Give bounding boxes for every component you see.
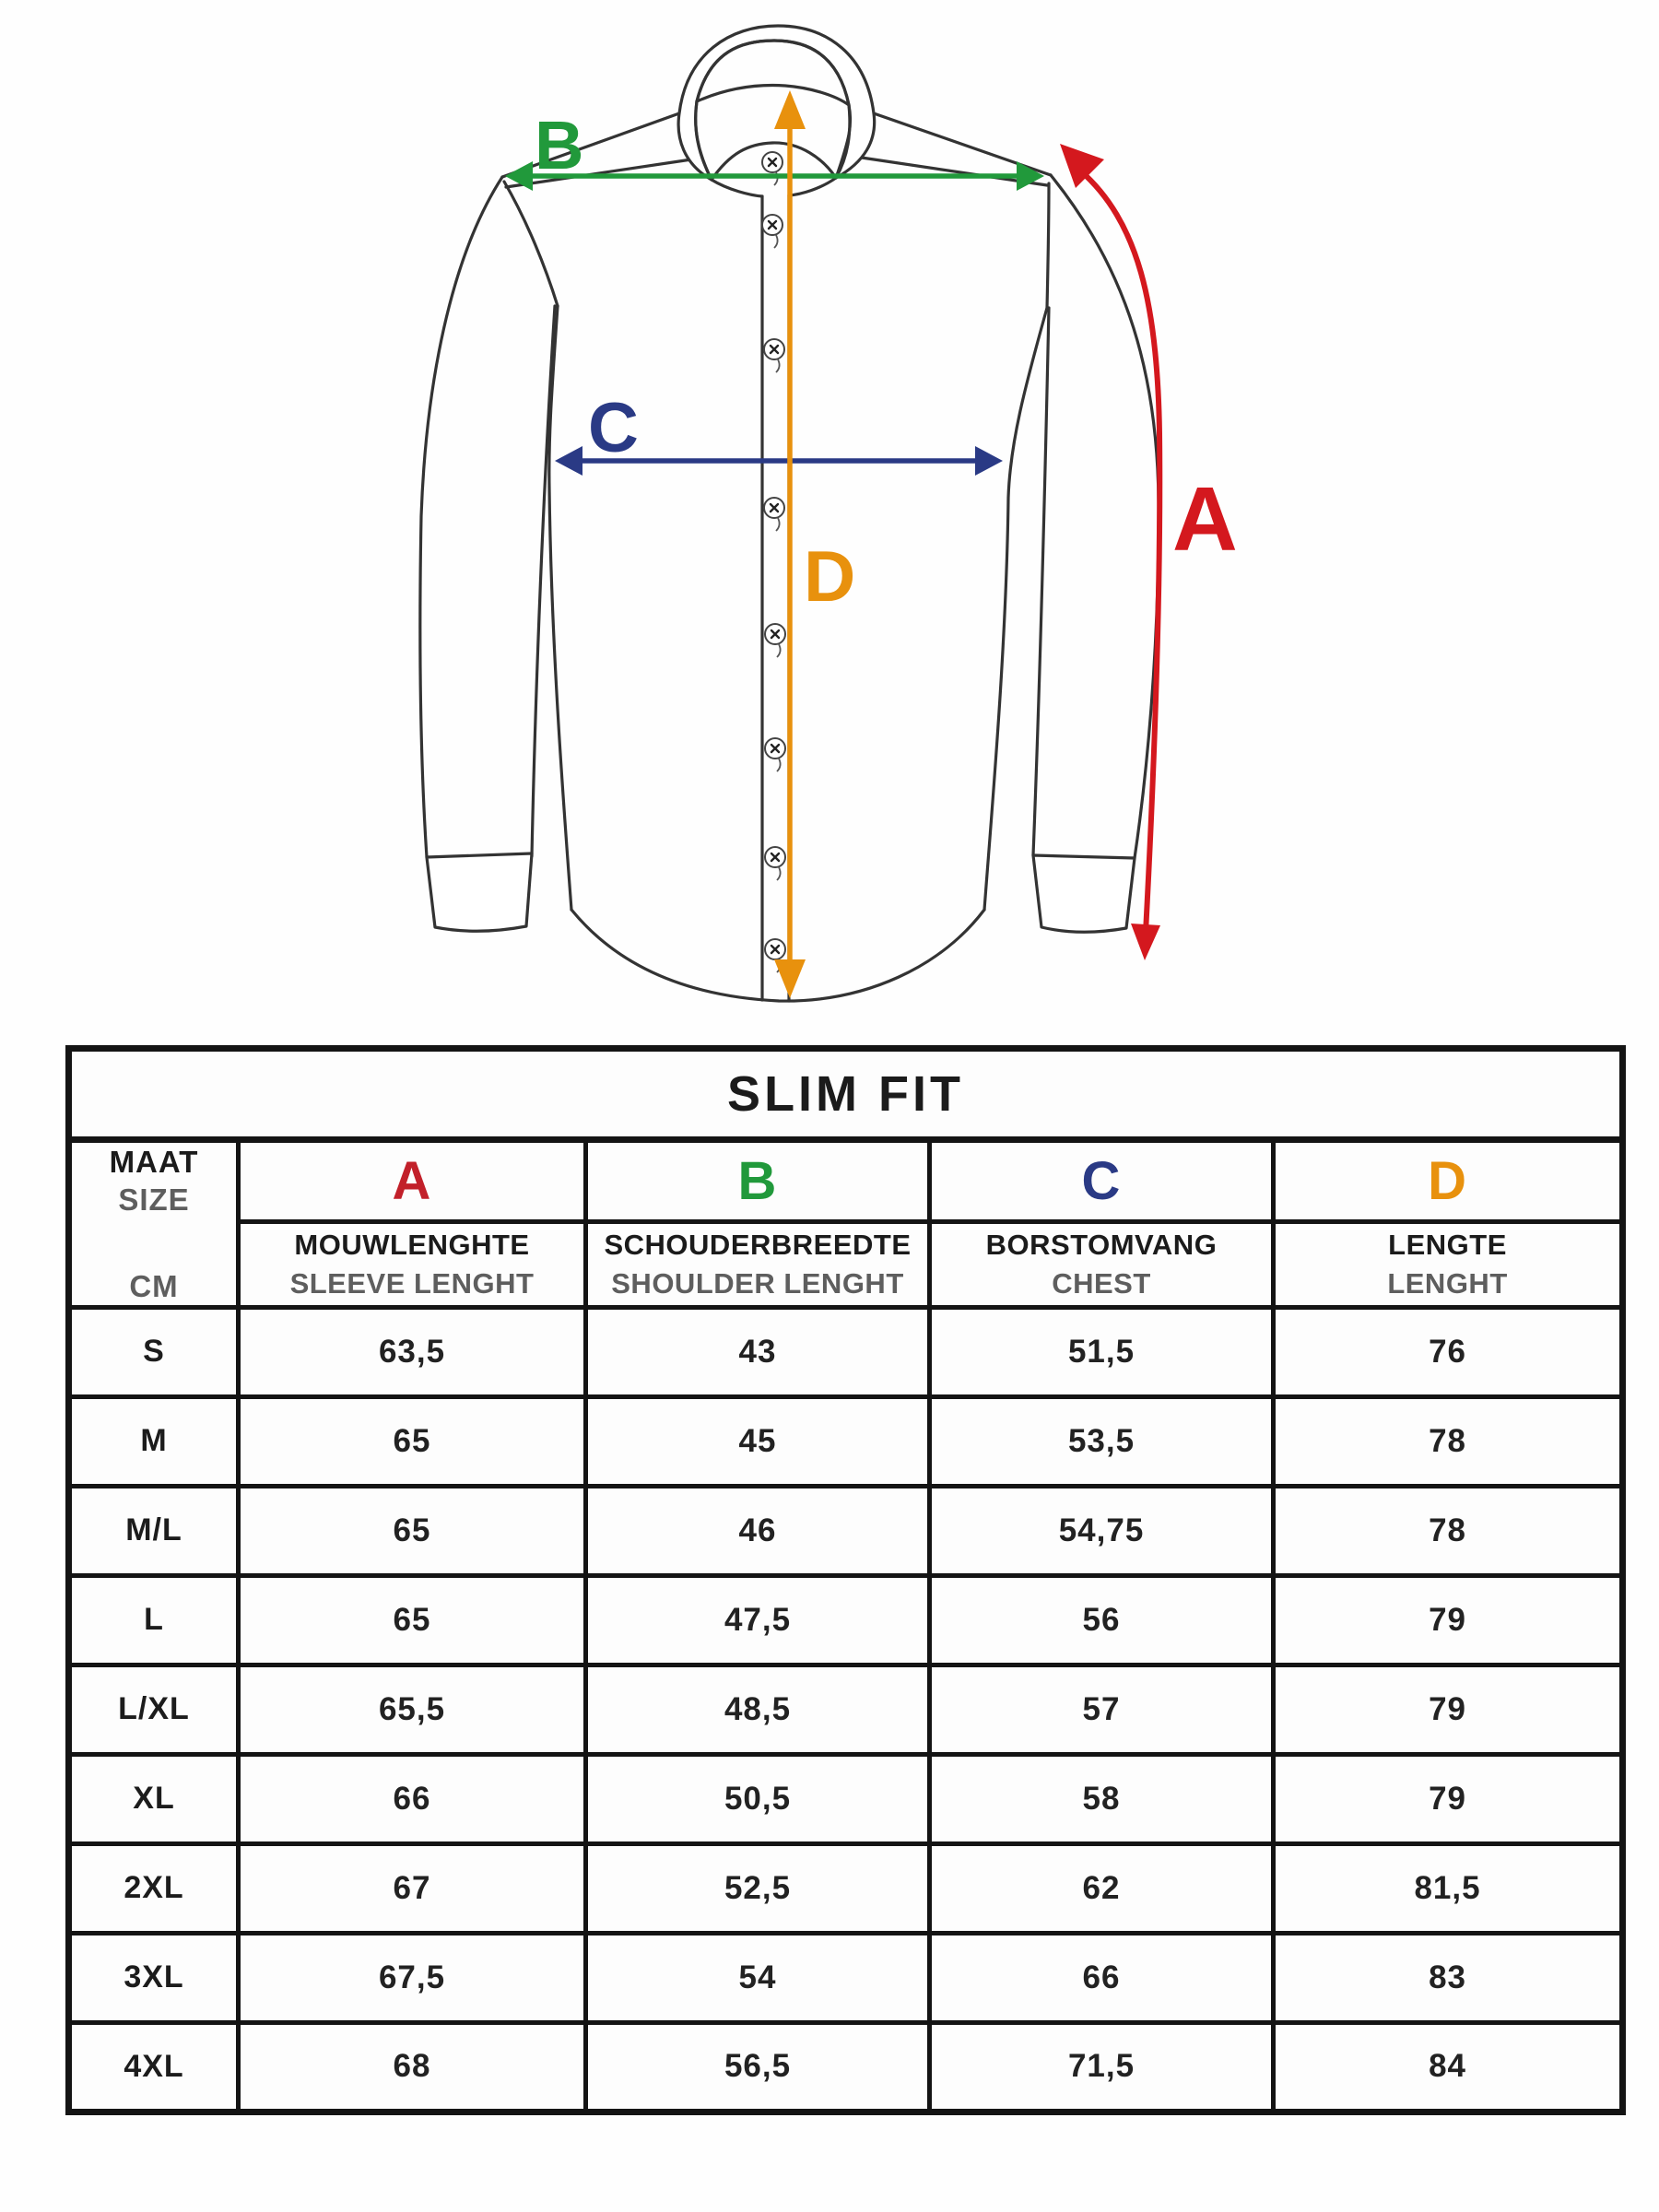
cell-shoulder-width: 45	[586, 1396, 930, 1486]
sleeve-left-outer	[420, 177, 502, 857]
cell-shoulder-width: 46	[586, 1486, 930, 1575]
cell-sleeve-length: 63,5	[239, 1307, 586, 1396]
row-size-label: L/XL	[69, 1665, 239, 1754]
size-table-wrapper	[65, 1045, 1619, 2115]
cell-length: 76	[1274, 1307, 1623, 1396]
sleeve-right-inner	[1033, 308, 1049, 855]
diagram-label-b: B	[535, 107, 584, 183]
button	[764, 339, 784, 372]
cell-chest: 53,5	[930, 1396, 1274, 1486]
table-row	[69, 1754, 1623, 1843]
shirt-body	[504, 182, 1049, 1001]
size-header-unit: CM	[129, 1268, 179, 1303]
diagram-label-d: D	[804, 535, 856, 617]
cell-sleeve-length: 65	[239, 1486, 586, 1575]
column-label-a-en: SLEEVE LENGHT	[289, 1266, 535, 1300]
table-row	[69, 1665, 1623, 1754]
column-label-a	[239, 1221, 586, 1307]
cell-chest: 71,5	[930, 2022, 1274, 2112]
column-label-d-en: LENGHT	[1387, 1266, 1508, 1300]
row-size-label: 3XL	[69, 1933, 239, 2022]
size-table	[65, 1045, 1626, 2115]
cuff-right	[1033, 855, 1135, 932]
cell-sleeve-length: 68	[239, 2022, 586, 2112]
cell-length: 84	[1274, 2022, 1623, 2112]
cell-shoulder-width: 48,5	[586, 1665, 930, 1754]
body-left-side	[549, 306, 571, 910]
cell-shoulder-width: 54	[586, 1933, 930, 2022]
button	[765, 847, 785, 880]
column-label-c-nl: BORSTOMVANG	[985, 1228, 1218, 1261]
table-row	[69, 1396, 1623, 1486]
column-letter-b: B	[586, 1140, 930, 1222]
shirt-placket	[762, 195, 789, 1001]
cell-shoulder-width: 56,5	[586, 2022, 930, 2112]
column-label-c	[930, 1221, 1274, 1307]
column-label-b	[586, 1221, 930, 1307]
table-row	[69, 1486, 1623, 1575]
shirt-buttons	[762, 152, 785, 972]
cell-sleeve-length: 67,5	[239, 1933, 586, 2022]
row-size-label: 2XL	[69, 1843, 239, 1933]
table-row	[69, 1307, 1623, 1396]
cell-length: 79	[1274, 1665, 1623, 1754]
table-title: SLIM FIT	[69, 1049, 1623, 1140]
cell-length: 78	[1274, 1396, 1623, 1486]
armhole-left	[504, 182, 558, 306]
cell-shoulder-width: 43	[586, 1307, 930, 1396]
row-size-label: S	[69, 1307, 239, 1396]
cell-chest: 51,5	[930, 1307, 1274, 1396]
row-size-label: XL	[69, 1754, 239, 1843]
cell-chest: 66	[930, 1933, 1274, 2022]
cell-chest: 56	[930, 1575, 1274, 1665]
row-size-label: L	[69, 1575, 239, 1665]
cell-chest: 57	[930, 1665, 1274, 1754]
size-header-nl: MAAT	[109, 1145, 199, 1179]
cell-shoulder-width: 50,5	[586, 1754, 930, 1843]
collar-point-left	[696, 101, 762, 196]
table-row	[69, 1843, 1623, 1933]
cell-shoulder-width: 47,5	[586, 1575, 930, 1665]
column-label-c-en: CHEST	[1052, 1266, 1151, 1300]
row-size-label: M/L	[69, 1486, 239, 1575]
column-label-d-nl: LENGTE	[1388, 1228, 1507, 1261]
column-label-a-nl: MOUWLENGHTE	[294, 1228, 530, 1261]
cell-length: 78	[1274, 1486, 1623, 1575]
body-right-side	[984, 308, 1047, 910]
diagram-label-a: A	[1172, 468, 1238, 570]
size-table-body	[69, 1307, 1623, 2112]
cell-length: 79	[1274, 1575, 1623, 1665]
button	[765, 624, 785, 657]
cell-chest: 62	[930, 1843, 1274, 1933]
column-letter-d: D	[1274, 1140, 1623, 1222]
cell-chest: 54,75	[930, 1486, 1274, 1575]
button	[765, 738, 785, 771]
cell-shoulder-width: 52,5	[586, 1843, 930, 1933]
size-unit-header	[69, 1140, 239, 1308]
cell-length: 79	[1274, 1754, 1623, 1843]
cell-chest: 58	[930, 1754, 1274, 1843]
shirt-measurement-diagram	[0, 0, 1659, 1043]
table-row	[69, 1933, 1623, 2022]
cell-length: 81,5	[1274, 1843, 1623, 1933]
armhole-right	[1047, 183, 1049, 308]
table-row	[69, 1575, 1623, 1665]
column-label-b-en: SHOULDER LENGHT	[611, 1266, 904, 1300]
button	[762, 152, 782, 185]
button	[764, 498, 784, 531]
cell-sleeve-length: 65,5	[239, 1665, 586, 1754]
cell-sleeve-length: 65	[239, 1396, 586, 1486]
column-label-d	[1274, 1221, 1623, 1307]
cuff-left	[427, 853, 532, 931]
collar-back-neck	[697, 86, 849, 105]
table-row	[69, 2022, 1623, 2112]
cell-length: 83	[1274, 1933, 1623, 2022]
button	[762, 215, 782, 248]
row-size-label: M	[69, 1396, 239, 1486]
row-size-label: 4XL	[69, 2022, 239, 2112]
cell-sleeve-length: 66	[239, 1754, 586, 1843]
diagram-label-c: C	[588, 389, 639, 467]
column-letter-c: C	[930, 1140, 1274, 1222]
size-header-en: SIZE	[118, 1182, 190, 1218]
cell-sleeve-length: 65	[239, 1575, 586, 1665]
column-label-b-nl: SCHOUDERBREEDTE	[604, 1228, 912, 1261]
column-letter-a: A	[239, 1140, 586, 1222]
cell-sleeve-length: 67	[239, 1843, 586, 1933]
